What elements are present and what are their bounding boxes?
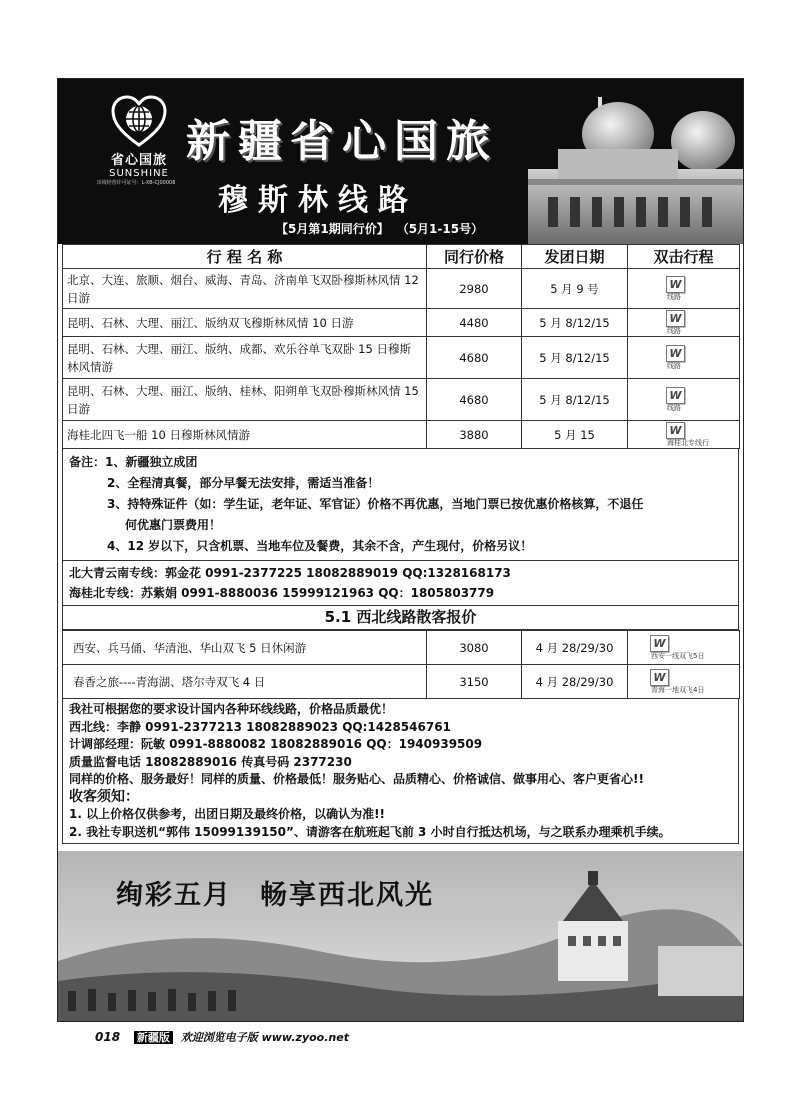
header-banner bbox=[58, 79, 743, 244]
doc-label: 线路 bbox=[667, 293, 681, 301]
northwest-table bbox=[62, 630, 740, 699]
logo-cn-text: 省心国旅 bbox=[110, 153, 167, 168]
table-row bbox=[63, 269, 740, 309]
info-line: 2. 我社专职送机“郭伟 15099139150”、请游客在航班起飞前 3 小时自行抵达机场，与之联系办理乘机手续。 bbox=[69, 824, 671, 839]
doc-link[interactable] bbox=[628, 269, 740, 309]
doc-label: 青海一地双飞4日 bbox=[651, 686, 705, 694]
word-doc-icon[interactable]: W bbox=[666, 345, 685, 362]
note-item: 何优惠门票费用！ bbox=[125, 518, 222, 532]
license-text: 出境经营许可证号：L-XB-CJ00008 bbox=[96, 180, 176, 186]
info-line: 同样的价格、服务最好！同样的质量、价格最低！服务贴心、品质精心、价格诚信、做事用心、客户更省心!! bbox=[69, 772, 644, 786]
info-line: 1. 以上价格仅供参考，出团日期及最终价格，以确认为准!! bbox=[69, 807, 386, 821]
doc-label: 海桂北专线行 bbox=[667, 439, 709, 447]
info-line: 我社可根据您的要求设计国内各种环线线路，价格品质最优！ bbox=[69, 702, 394, 716]
route-price: 2980 bbox=[427, 269, 522, 309]
doc-link[interactable] bbox=[628, 337, 740, 379]
word-doc-icon[interactable]: W bbox=[666, 310, 685, 327]
footer-text: 欢迎浏览电子版 bbox=[180, 1031, 258, 1044]
route-price: 3080 bbox=[427, 631, 522, 665]
col-header-doc: 双击行程 bbox=[628, 245, 740, 269]
doc-link[interactable] bbox=[628, 421, 740, 449]
heart-globe-icon bbox=[111, 95, 167, 147]
info-block bbox=[62, 699, 739, 844]
period-dates-text: （5月1-15号） bbox=[402, 222, 484, 236]
note-item: 2、全程清真餐，部分早餐无法安排，需适当准备！ bbox=[107, 476, 380, 490]
route-date: 5 月 8/12/15 bbox=[522, 379, 628, 421]
word-doc-icon[interactable]: W bbox=[666, 422, 685, 439]
table-row bbox=[63, 379, 740, 421]
bottom-banner bbox=[58, 851, 743, 1021]
route-date: 5 月 9 号 bbox=[522, 269, 628, 309]
contact-item: 北大青云南专线：郭金花 0991-2377225 18082889019 QQ:1328168173 bbox=[69, 566, 511, 580]
word-doc-icon[interactable]: W bbox=[650, 635, 669, 652]
website-link[interactable]: www.zyoo.net bbox=[261, 1031, 349, 1044]
section-title: 5.1 西北线路散客报价 bbox=[62, 606, 739, 630]
info-line: 质量监督电话 18082889016 传真号码 2377230 bbox=[69, 754, 352, 769]
mosque-image bbox=[498, 79, 743, 244]
route-name: 西安、兵马俑、华清池、华山双飞 5 日休闲游 bbox=[63, 631, 427, 665]
route-name: 昆明、石林、大理、丽江、版纳、成都、欢乐谷单飞双卧 15 日穆斯林风情游 bbox=[63, 337, 427, 379]
company-logo bbox=[94, 95, 184, 186]
table-header-row bbox=[63, 245, 740, 269]
page-footer bbox=[95, 1029, 349, 1045]
route-date: 5 月 8/12/15 bbox=[522, 309, 628, 337]
slogan-part: 畅享西北风光 bbox=[260, 880, 434, 911]
page-frame bbox=[57, 78, 744, 1022]
note-item: 备注：1、新疆独立成团 bbox=[69, 455, 198, 469]
route-name: 昆明、石林、大理、丽江、版纳、桂林、阳朔单飞双卧穆斯林风情 15 日游 bbox=[63, 379, 427, 421]
doc-label: 线路 bbox=[667, 404, 681, 412]
page-number: 018 bbox=[95, 1030, 121, 1044]
route-title: 穆斯林线路 bbox=[218, 183, 418, 218]
table-row bbox=[63, 631, 740, 665]
edition-tag: 新疆版 bbox=[134, 1031, 173, 1044]
table-row bbox=[63, 421, 740, 449]
period-label-text: 【5月第1期同行价】 bbox=[276, 222, 389, 236]
info-line: 西北线：李静 0991-2377213 18082889023 QQ:1428546761 bbox=[69, 719, 451, 734]
contact-lines bbox=[62, 561, 739, 606]
doc-link[interactable] bbox=[628, 379, 740, 421]
route-date: 4 月 28/29/30 bbox=[522, 631, 628, 665]
route-table bbox=[62, 244, 740, 449]
table-row bbox=[63, 665, 740, 699]
col-header-date: 发团日期 bbox=[522, 245, 628, 269]
col-header-price: 同行价格 bbox=[427, 245, 522, 269]
doc-link[interactable] bbox=[628, 665, 740, 699]
route-price: 3880 bbox=[427, 421, 522, 449]
info-line: 计调部经理：阮敏 0991-8880082 18082889016 QQ：1940939509 bbox=[69, 737, 483, 751]
notes-block bbox=[62, 449, 739, 561]
brand-title: 新疆省心国旅 bbox=[186, 116, 498, 167]
table-row bbox=[63, 337, 740, 379]
logo-en-text: SUNSHINE bbox=[109, 168, 169, 179]
doc-label: 线路 bbox=[667, 362, 681, 370]
doc-label: 线路 bbox=[667, 327, 681, 335]
info-heading: 收客须知： bbox=[69, 788, 139, 805]
col-header-name: 行 程 名 称 bbox=[63, 245, 427, 269]
banner-slogan bbox=[116, 873, 462, 912]
route-name: 春香之旅----青海湖、塔尔寺双飞 4 日 bbox=[63, 665, 427, 699]
route-name: 昆明、石林、大理、丽江、版纳双飞穆斯林风情 10 日游 bbox=[63, 309, 427, 337]
word-doc-icon[interactable]: W bbox=[650, 669, 669, 686]
route-date: 5 月 8/12/15 bbox=[522, 337, 628, 379]
slogan-part: 绚彩五月 bbox=[116, 880, 232, 911]
word-doc-icon[interactable]: W bbox=[666, 276, 685, 293]
doc-label: 西安一线双飞5日 bbox=[651, 652, 705, 660]
doc-link[interactable] bbox=[628, 631, 740, 665]
route-date: 5 月 15 bbox=[522, 421, 628, 449]
route-name: 海桂北四飞一船 10 日穆斯林风情游 bbox=[63, 421, 427, 449]
route-date: 4 月 28/29/30 bbox=[522, 665, 628, 699]
route-price: 4480 bbox=[427, 309, 522, 337]
note-item: 3、持特殊证件（如：学生证，老年证、军官证）价格不再优惠，当地门票已按优惠价格核算，不退任 bbox=[107, 497, 644, 511]
contact-item: 海桂北专线：苏紫娟 0991-8880036 15999121963 QQ：1805803779 bbox=[69, 586, 495, 600]
doc-link[interactable] bbox=[628, 309, 740, 337]
main-content bbox=[62, 244, 739, 844]
route-price: 4680 bbox=[427, 379, 522, 421]
word-doc-icon[interactable]: W bbox=[666, 387, 685, 404]
table-row bbox=[63, 309, 740, 337]
note-item: 4、12 岁以下，只含机票、当地车位及餐费，其余不含，产生现付，价格另议！ bbox=[107, 539, 533, 553]
route-price: 3150 bbox=[427, 665, 522, 699]
route-name: 北京、大连、旅顺、烟台、威海、青岛、济南单飞双卧穆斯林风情 12 日游 bbox=[63, 269, 427, 309]
route-price: 4680 bbox=[427, 337, 522, 379]
period-label bbox=[276, 220, 497, 237]
